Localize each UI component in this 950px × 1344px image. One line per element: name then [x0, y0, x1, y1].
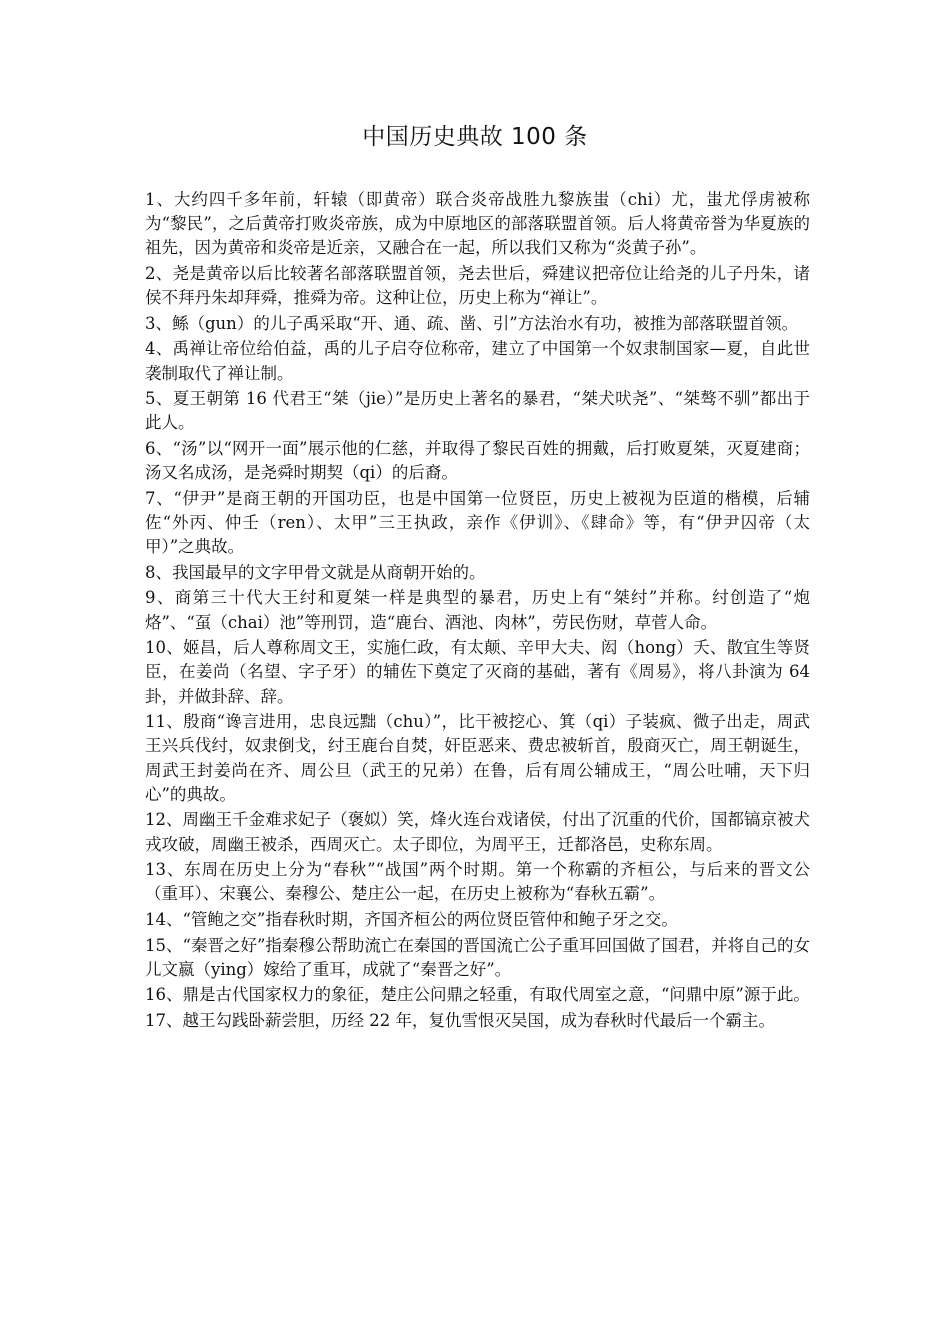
paragraph-item-12: 12、周幽王千金难求妃子（褒姒）笑，烽火连台戏诸侯，付出了沉重的代价，国都镐京被犬戎攻破，周幽王被杀，西周灭亡。太子即位，为周平王，迁都洛邑，史称东周。: [145, 810, 810, 854]
page-title: 中国历史典故 100 条: [362, 124, 588, 150]
paragraph-item-16: 16、鼎是古代国家权力的象征，楚庄公问鼎之轻重，有取代周室之意，“问鼎中原”源于此。: [145, 985, 810, 1005]
paragraph-item-9: 9、商第三十代大王纣和夏桀一样是典型的暴君，历史上有“桀纣”并称。纣创造了“炮烙”、“虿（chai）池”等刑罚，造“鹿台、酒池、肉林”，劳民伤财，草菅人命。: [145, 588, 810, 632]
paragraph-item-4: 4、禹禅让帝位给伯益，禹的儿子启夺位称帝，建立了中国第一个奴隶制国家—夏，自此世袭制取代了禅让制。: [145, 339, 810, 383]
paragraph-item-11: 11、殷商“谗言进用，忠良远黜（chu）”，比干被挖心、箕（qi）子装疯、微子出走，周武王兴兵伐纣，奴隶倒戈，纣王鹿台自焚，奸臣恶来、费忠被斩首，殷商灭亡，周王朝诞生，周武王封姜尚在齐、周公旦（武王的兄弟）在鲁，后有周公辅成王，“周公吐哺，天下归心”的典故。: [145, 712, 810, 804]
paragraph-item-6: 6、“汤”以“网开一面”展示他的仁慈，并取得了黎民百姓的拥戴，后打败夏桀，灭夏建商；汤又名成汤，是尧舜时期契（qi）的后裔。: [145, 438, 810, 483]
paragraph-item-2: 2、尧是黄帝以后比较著名部落联盟首领，尧去世后，舜建议把帝位让给尧的儿子丹朱，诸侯不拜丹朱却拜舜，推舜为帝。这种让位，历史上称为“禅让”。: [145, 264, 810, 308]
paragraph-item-3: 3、鲧（gun）的儿子禹采取“开、通、疏、凿、引”方法治水有功，被推为部落联盟首领。: [145, 313, 799, 333]
document-body: [145, 188, 810, 1035]
paragraph-item-7: 7、“伊尹”是商王朝的开国功臣，也是中国第一位贤臣，历史上被视为臣道的楷模，后辅佐“外丙、仲壬（ren）、太甲”三王执政，亲作《伊训》、《肆命》等，有“伊尹囚帝（太甲）”之典故。: [145, 488, 810, 557]
paragraph-item-10: 10、姬昌，后人尊称周文王，实施仁政，有太颠、辛甲大夫、闳（hong）夭、散宜生等贤臣，在姜尚（名望、字子牙）的辅佐下奠定了灭商的基础，著有《周易》，将八卦演为 64 卦，并做卦辞、辞。: [145, 638, 810, 706]
paragraph-item-13: 13、东周在历史上分为“春秋”“战国”两个时期。第一个称霸的齐桓公，与后来的晋文公（重耳）、宋襄公、秦穆公、楚庄公一起，在历史上被称为“春秋五霸”。: [145, 860, 810, 904]
paragraph-item-17: 17、越王勾践卧薪尝胆，历经 22 年，复仇雪恨灭吴国，成为春秋时代最后一个霸主。: [145, 1010, 775, 1030]
paragraph-item-15: 15、“秦晋之好”指秦穆公帮助流亡在秦国的晋国流亡公子重耳回国做了国君，并将自己的女儿文嬴（ying）嫁给了重耳，成就了“秦晋之好”。: [145, 935, 810, 979]
paragraph-item-14: 14、“管鲍之交”指春秋时期，齐国齐桓公的两位贤臣管仲和鲍子牙之交。: [145, 909, 678, 929]
paragraph-item-1: 1、大约四千多年前，轩辕（即黄帝）联合炎帝战胜九黎族蚩（chi）尤，蚩尤俘虏被称为“黎民”，之后黄帝打败炎帝族，成为中原地区的部落联盟首领。后人将黄帝誉为华夏族的祖先，因为黄帝和炎帝是近亲，又融合在一起，所以我们又称为“炎黄子孙”。: [145, 190, 810, 258]
paragraph-item-5: 5、夏王朝第 16 代君王“桀（jie）”是历史上著名的暴君，“桀犬吠尧”、“桀骜不驯”都出于此人。: [145, 389, 810, 433]
paragraph-item-8: 8、我国最早的文字甲骨文就是从商朝开始的。: [145, 562, 486, 582]
